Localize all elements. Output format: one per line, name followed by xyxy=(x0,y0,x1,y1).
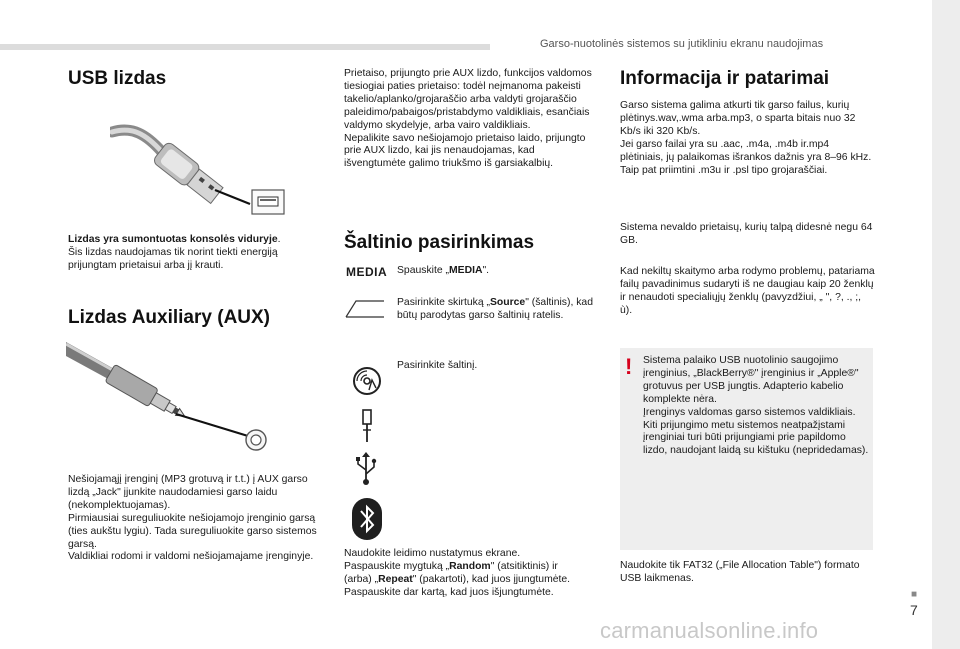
usb-description xyxy=(68,234,313,273)
bluetooth-icon xyxy=(351,497,383,541)
disc-icon xyxy=(352,366,382,396)
usb-usage-text: Šis lizdas naudojamas tik norint tiekti energiją prijungtam prietaisui arba jį krauti. xyxy=(68,246,278,271)
playback-line-2-post: " (atsitiktinis) ir xyxy=(490,560,558,572)
header-rule xyxy=(0,44,490,50)
aux-heading: Lizdas Auxiliary (AUX) xyxy=(68,307,271,328)
usb-location-bold: Lizdas yra sumontuotas konsolės viduryje xyxy=(68,234,278,245)
step-select-source-tab xyxy=(397,297,597,323)
aux-description: Nešiojamąjį įrenginį (MP3 grotuvą ir t.t.) į AUX garso lizdą „Jack" įjunkite naudodamiesi garso laidu (nekomplektuojamas). Pirmiausiai sureguliuokite nešiojamojo įrenginio garsą (ties aukštu lygiu). Tada sureguliuokite garso sistemos garsą. Valdikliai rodomi ir valdomi nešiojamajame įrenginyje. xyxy=(68,474,317,563)
playback-line-1: Naudokite leidimo nustatymus ekrane. xyxy=(344,548,521,559)
usb-location-dot: . xyxy=(277,234,281,245)
tab-icon xyxy=(344,297,386,321)
step2-prefix: Pasirinkite skirtuką „ xyxy=(397,297,490,308)
step2-suffix: " (šaltinis), kad būtų parodytas garso šaltinių ratelis. xyxy=(397,297,593,321)
media-button-label: MEDIA xyxy=(346,265,388,279)
step-press-media xyxy=(397,265,597,278)
page-marker: ■ xyxy=(911,589,918,600)
playback-line-3-pre: (arba) „ xyxy=(344,573,379,585)
repeat-label: Repeat xyxy=(378,573,413,585)
step1-suffix: ". xyxy=(482,265,490,276)
step-select-source: Pasirinkite šaltinį. xyxy=(397,360,478,371)
usb-heading: USB lizdas xyxy=(68,68,167,89)
step1-bold: MEDIA xyxy=(448,265,483,276)
playback-line-4: Paspauskite dar kartą, kad juos išjungtumėte. xyxy=(344,586,554,598)
step2-bold: Source xyxy=(489,297,526,308)
capacity-text: Sistema nevaldo prietaisų, kurių talpą didesnė negu 64 GB. xyxy=(620,222,873,246)
aux-functions-text: Prietaiso, prijungto prie AUX lizdo, funkcijos valdomos tiesiogiai paties prietaiso: todėl neįmanoma pakeisti takelio/aplanko/grojaraščio arba valdyti grojaraščio paleidimo/pabaigos/pristabdymo valdikliais, esančiais valdymo skydelyje, arba vairo valdikliais. Nepalikite savo nešiojamojo prietaiso laido, prijungto prie AUX lizdo, kai jis nenaudojamas, kad išvengtumėte galimo triukšmo iš garsiakalbių. xyxy=(344,68,592,170)
warning-icon: ! xyxy=(625,354,633,379)
playback-line-3-post: " (pakartoti), kad juos įjungtumėte. xyxy=(412,573,571,585)
aux-jack-icon xyxy=(358,408,376,444)
running-header: Garso-nuotolinės sistemos su jutikliniu ekranu naudojimas xyxy=(540,38,824,50)
page-number: 7 xyxy=(910,602,918,618)
source-heading: Šaltinio pasirinkimas xyxy=(344,232,535,253)
usb-icon xyxy=(352,450,380,486)
watermark: carmanualsonline.info xyxy=(600,618,819,643)
playback-settings-text xyxy=(344,548,604,600)
usb-plug-illustration xyxy=(110,108,295,218)
playback-line-2-pre: Paspauskite mygtuką „ xyxy=(344,560,450,572)
supported-formats-text: Garso sistema galima atkurti tik garso failus, kurių plėtinys.wav,.wma arba.mp3, o sparta bitais nuo 32 Kb/s iki 320 Kb/s. Jei garso failai yra su .aac, .m4a, .m4b ir.mp4 plėtiniais, jų palaikomas išrankos dažnis yra 8–96 kHz. Taip pat priimtini .m3u ir .psl tipo grojaraščiai. xyxy=(620,100,872,176)
warning-text: Sistema palaiko USB nuotolinio saugojimo įrenginius, „BlackBerry®" įrenginius ir „Apple®" grotuvus per USB jungtis. Adapterio kabelio komplekte nėra. Įrenginys valdomas garso sistemos valdikliais. Kiti prijungimo metu sistemos neatpažįstami įrenginiai turi būti prijungiami prie papildomo lizdo, naudojant laidą su kištuku (nepridedamas). xyxy=(643,355,869,457)
filename-advice-text: Kad nekiltų skaitymo arba rodymo problemų, patariama failų pavadinimus sudaryti iš ne daugiau kaip 20 ženklų ir nenaudoti specialiųjų ženklų (pavyzdžiui, „ ", ?, ., ;, ù). xyxy=(620,266,875,316)
step1-prefix: Spauskite „ xyxy=(397,265,449,276)
page-edge-strip xyxy=(932,0,960,649)
aux-jack-illustration xyxy=(66,338,276,453)
fat32-text: Naudokite tik FAT32 („File Allocation Table") formato USB laikmenas. xyxy=(620,560,860,584)
info-heading: Informacija ir patarimai xyxy=(620,68,830,89)
random-label: Random xyxy=(449,560,491,572)
